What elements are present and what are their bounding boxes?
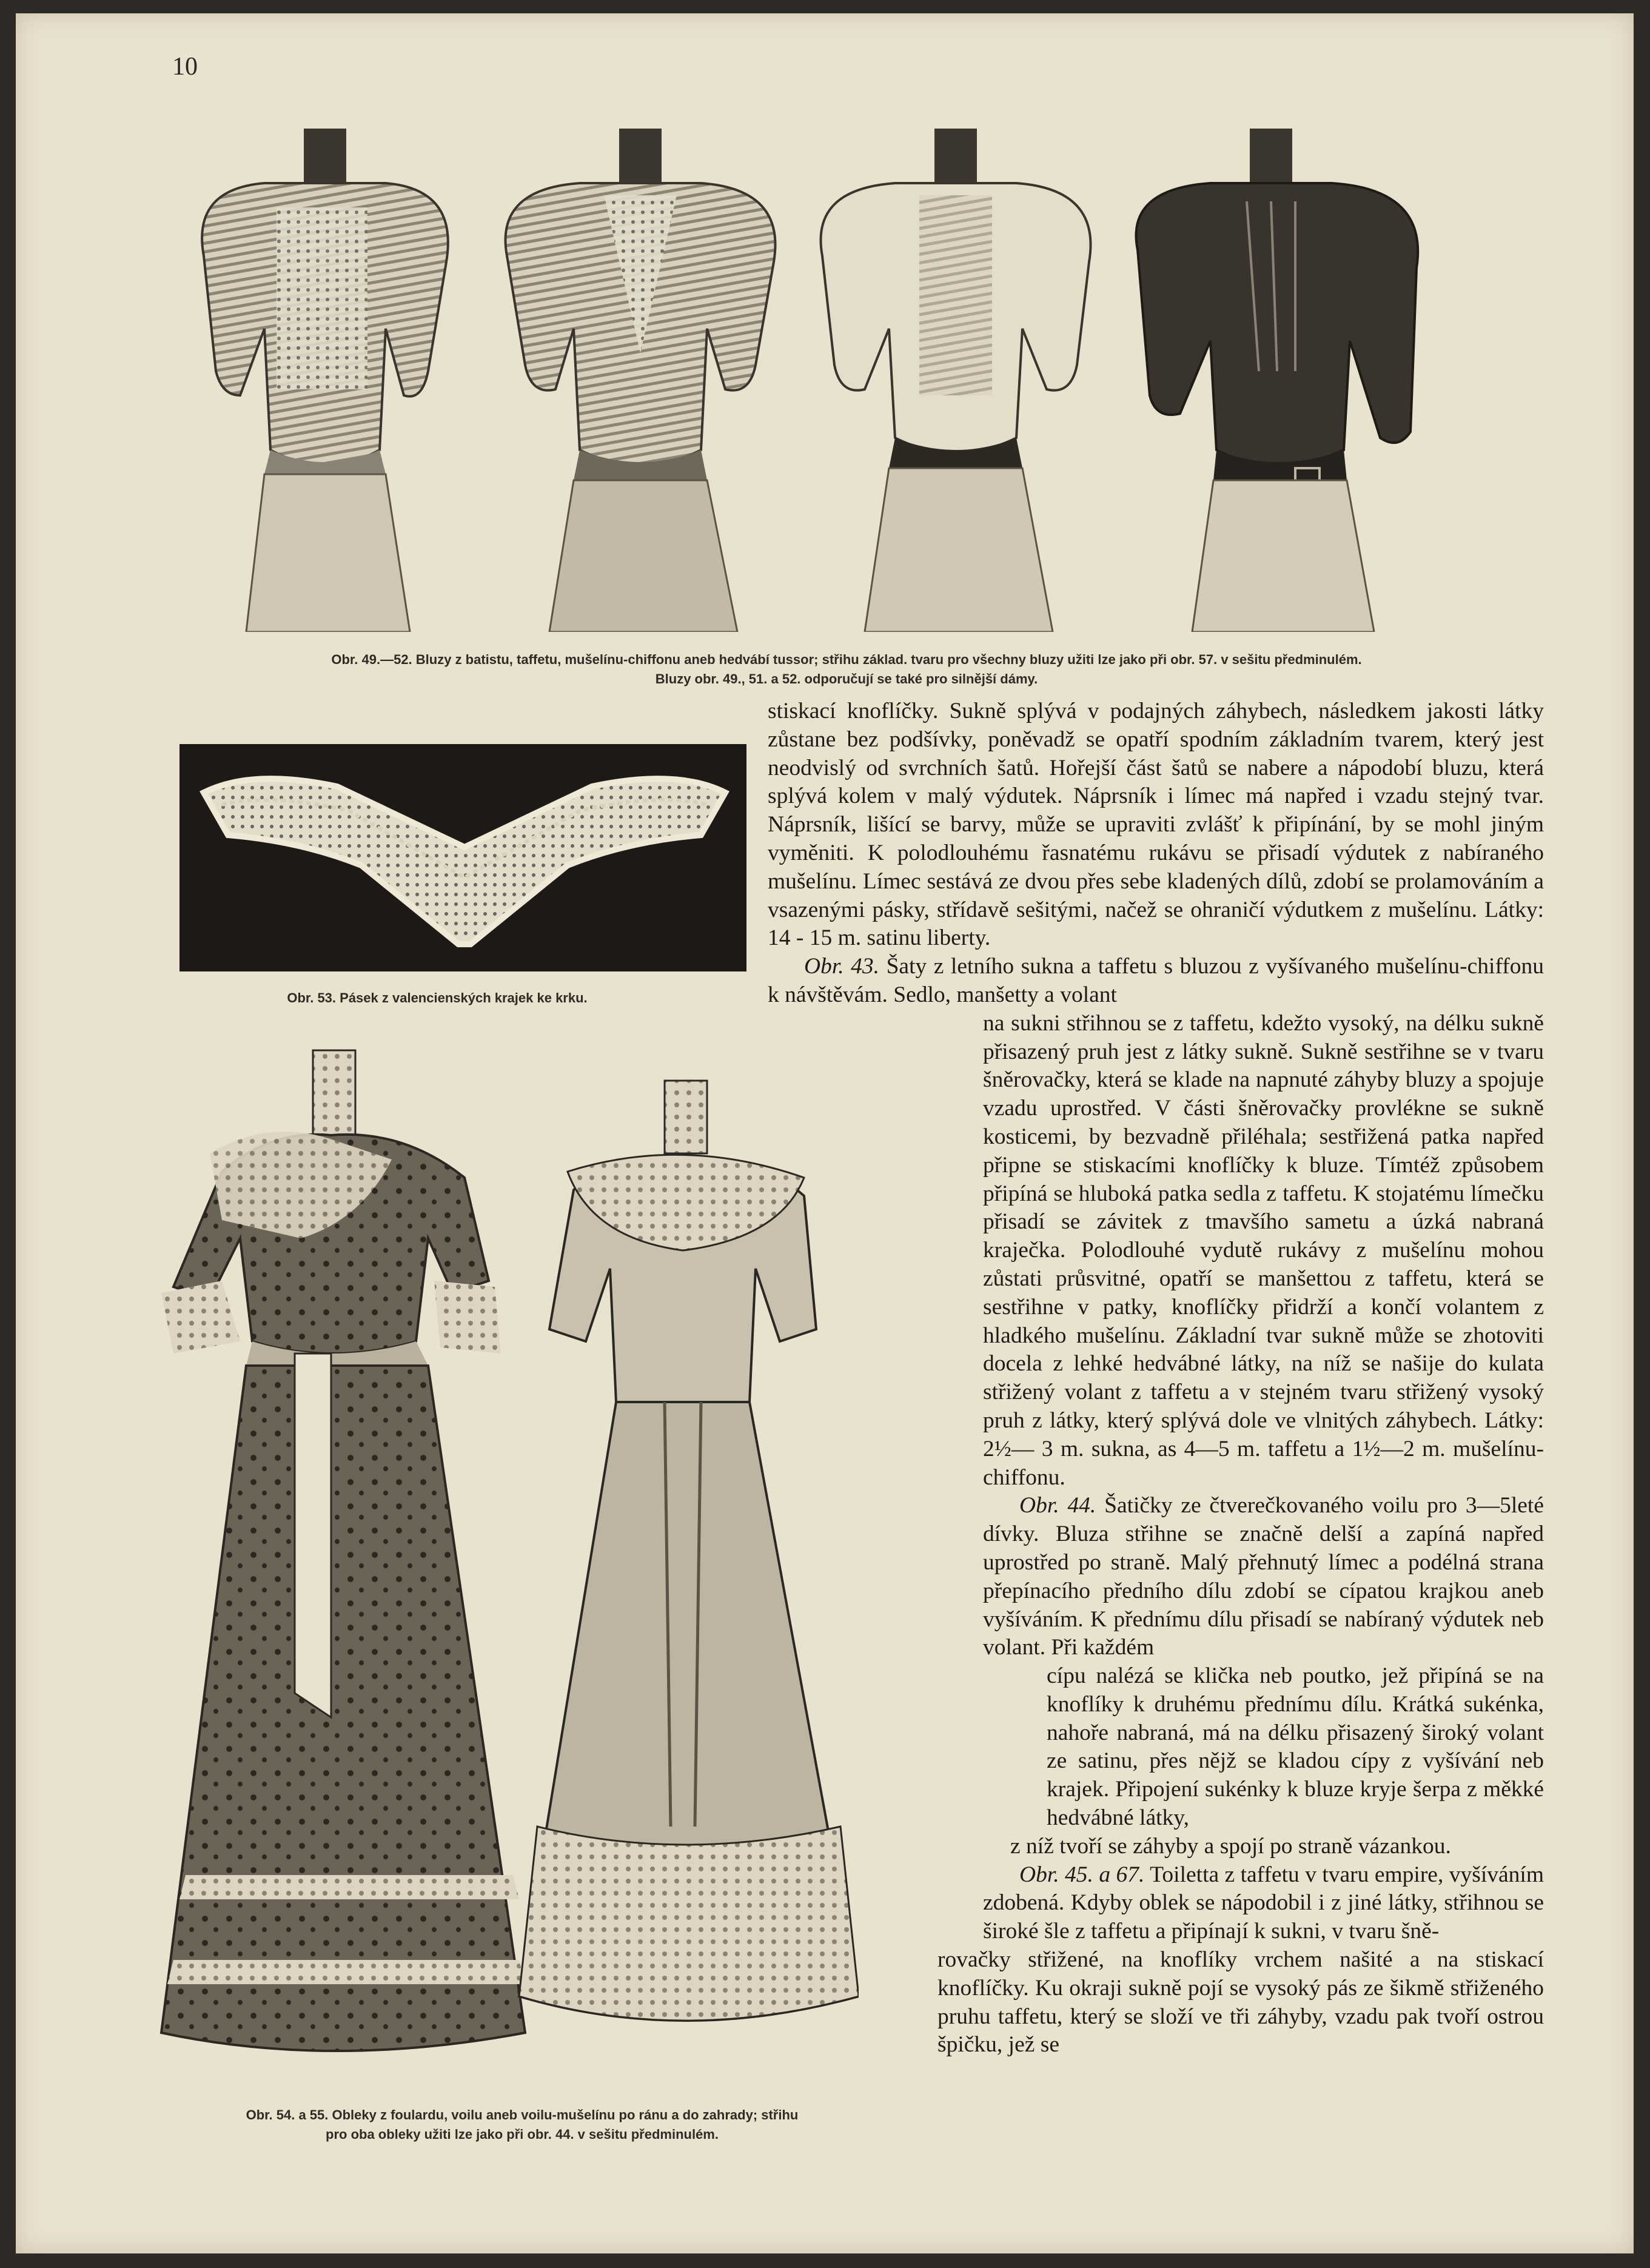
figure-reference: Obr. 45. a 67. [1019, 1862, 1145, 1887]
dresses-caption [179, 2105, 865, 2144]
figure-reference: Obr. 43. [804, 954, 880, 979]
paragraph-fig-45-head [983, 1861, 1544, 1946]
blouse-49 [202, 129, 448, 632]
paragraph-text: Toiletta z taffetu v tvaru empire, vyšíváním zdobená. Kdyby oblek se nápodobil i z jiné látky, střihnou se široké šle z taffetu a připínají k sukni, v tvaru šně- [983, 1862, 1544, 1944]
paragraph-fig-53-end: stiskací knoflíčky. Sukně splývá v podajných záhybech, následkem jakosti látky zůstane bez podšívky, poněvadž se opatří spodním základním tvarem, který jest neodvislý od svrchních šatů. Hořejší část šatů se nabere a nápodobí bluzu, která splývá kolem v malý výdutek. Náprsník i límec má napřed i vzadu stejný tvar. Náprsník, lišící se barvy, může se upraviti zvlášť k připínání, by se mohl jiným vyměniti. K polodlouhému řasnatému rukávu se přisadí výdutek z nabíraného mušelínu. Límec sestává ze dvou přes sebe kladených dílů, zdobí se prolamováním a vsazenými pásky, střídavě sešitými, načež se ohraničí výdutkem z mušelínu. Látky: 14 - 15 m. satinu liberty. [768, 699, 1544, 951]
magazine-page [16, 13, 1634, 2253]
blouses-illustration [167, 110, 1520, 632]
blouse-52 [1136, 129, 1418, 632]
page-number: 10 [172, 53, 198, 81]
blouse-51 [821, 129, 1091, 632]
collar-illustration [179, 744, 746, 971]
dress-54 [161, 1050, 525, 2051]
paragraph-fig-43-body: na sukni střihnou se z taffetu, kdežto vysoký, na délku sukně přisazený pruh jest z látky sukně. Sukně sestřihne se v tvaru šněrovačky, která se klade na napnuté záhyby bluzy a spojuje vzadu uprostřed. V části šněrovačky provlékne se sukně kosticemi, by bezvadně přiléhala; sestřižená patka napřed připne se stiskacími knoflíčky k bluze. Tímtéž způsobem připíná se hluboká patka sedla z taffetu. K stojatému límečku přisadí se závitek z tmavšího sametu a úzká nabraná kraječka. Polodlouhé vydutě rukávy z mušelínu mohou zůstati průsvitné, opatří se manšettou z taffetu, která se sestřihne v patky, knoflíčky přidrží a končí volantem z hladkého mušelínu. Základní tvar sukně může se zhotoviti docela z lehké hedvábné látky, na níž se našije do kulata střižený volant z taffetu a v stejném tvaru střižený vysoký pruh z látky, který splývá dole ve vlnitých záhybech. Látky: 2½— 3 m. sukna, as 4—5 m. taffetu a 1½—2 m. mušelínu-chiffonu. [983, 1010, 1544, 1490]
paragraph-text: Šatičky ze čtverečkovaného voilu pro 3—5leté dívky. Bluza střihne se značně delší a zapíná napřed uprostřed po straně. Malý přehnutý límec a podélná strana přepínacího předního dílu zdobí se cípatou krajkou aneb vyšíváním. K přednímu dílu přisadí se nabíraný výdutek neb volant. Při každém [983, 1493, 1544, 1660]
paragraph-fig-44-body: cípu nalézá se klička neb poutko, jež připíná se na knoflíky k druhému přednímu dílu. Krátká sukénka, nahoře nabraná, má na délku přisazený široký volant ze satinu, přes nějž se kladou cípy z vyšívání neb krajek. Připojení sukénky k bluze kryje šerpa z měkké hedvábné látky, [1047, 1663, 1544, 1831]
article-text [768, 697, 1544, 2059]
dresses-illustration [149, 1038, 859, 2093]
blouses-caption [167, 650, 1526, 689]
paragraph-fig-45-body: rovačky střižené, na knoflíky vrchem našité a na stiskací knoflíčky. Ku okraji sukně pojí se vysoký pás ze šikmě střiženého pruhu taffetu, který se složí ve tři záhyby, vzadu pak tvoří ostrou špičku, jež se [937, 1947, 1544, 2058]
blouse-50 [506, 129, 776, 632]
dresses-caption-line1: Obr. 54. a 55. Obleky z foulardu, voilu aneb voilu-mušelínu po ránu a do zahrady; střihu [246, 2107, 799, 2122]
blouses-caption-line2: Bluzy obr. 49., 51. a 52. odporučují se také pro silnější dámy. [655, 671, 1038, 686]
paragraph-fig-43-head [768, 953, 1544, 1010]
paragraph-fig-44-head [983, 1492, 1544, 1662]
dresses-caption-line2: pro oba obleky užiti lze jako při obr. 44. v sešitu předminulém. [326, 2126, 719, 2142]
figure-reference: Obr. 44. [1019, 1493, 1096, 1518]
paragraph-text: Šaty z letního sukna a taffetu s bluzou z vyšívaného mušelínu-chiffonu k návštěvám. Sedlo, manšetty a volant [768, 954, 1544, 1007]
collar-caption: Obr. 53. Pásek z valencienských krajek ke krku. [287, 990, 588, 1005]
blouses-caption-line1: Obr. 49.—52. Bluzy z batistu, taffetu, mušelínu-chiffonu aneb hedvábí tussor; střihu základ. tvaru pro všechny bluzy užiti lze jako při obr. 57. v sešitu předminulém. [331, 652, 1362, 667]
paragraph-fig-44-end: z níž tvoří se záhyby a spojí po straně vázankou. [1010, 1833, 1451, 1859]
